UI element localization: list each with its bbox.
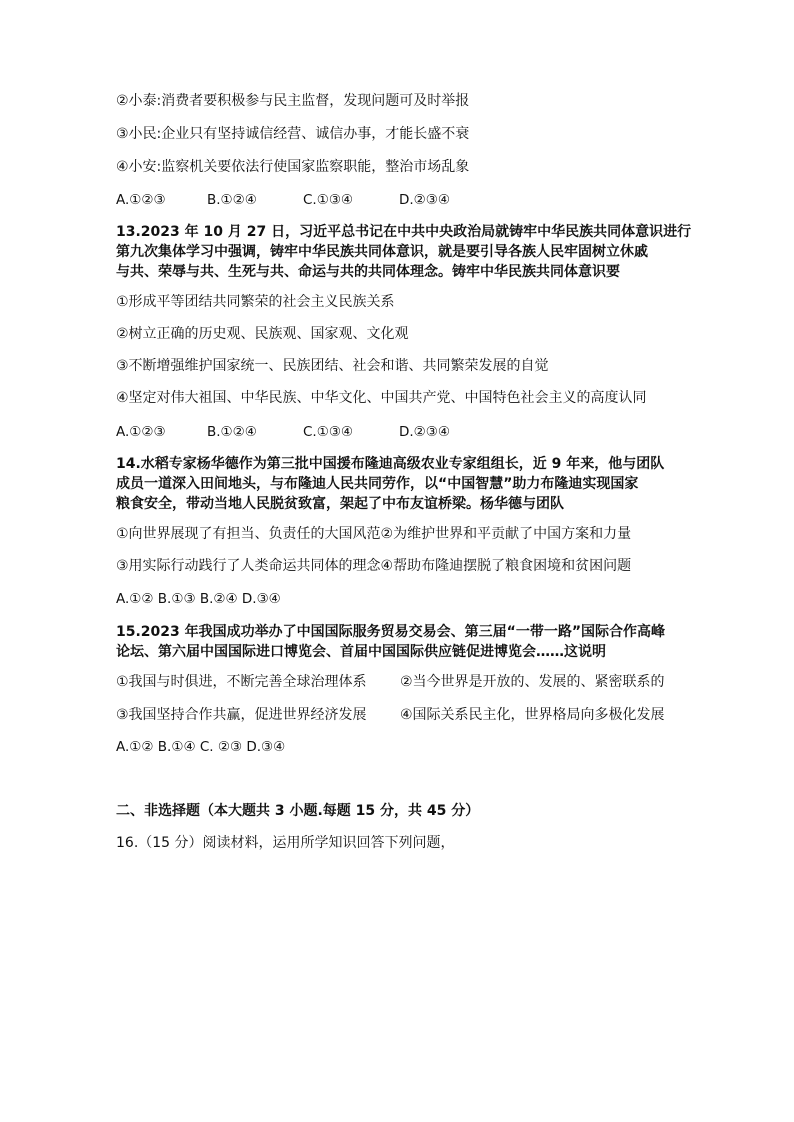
q14-stem-line-3: 粮食安全，带动当地人民脱贫致富，架起了中布友谊桥梁。杨华德与团队: [116, 496, 564, 512]
q13-option-b: B.①②④: [207, 424, 257, 440]
q15-items-row-2: [116, 705, 665, 725]
q15-item-2: ②当今世界是开放的、发展的、紧密联系的: [400, 674, 665, 690]
q13-option-c: C.①③④: [303, 424, 354, 440]
q12-option-b: B.①②④: [207, 192, 257, 208]
q14-items-line-2: ③用实际行动践行了人类命运共同体的理念④帮助布隆迪摆脱了粮食困境和贫困问题: [116, 558, 632, 574]
q12-option-a: A.①②③: [116, 192, 166, 208]
q15-items-row-1: [116, 672, 665, 692]
q15-item-3: ③我国坚持合作共赢，促进世界经济发展: [116, 707, 367, 723]
q13-item-4: ④坚定对伟大祖国、中华民族、中华文化、中国共产党、中国特色社会主义的高度认同: [116, 390, 647, 406]
q15-item-1: ①我国与时俱进，不断完善全球治理体系: [116, 674, 367, 690]
q15-stem-line-1: 15.2023 年我国成功举办了中国国际服务贸易交易会、第三届“一带一路”国际合作高峰: [116, 624, 666, 640]
q15-options: A.①② B.①④ C. ②③ D.③④: [116, 739, 286, 755]
section-heading: 二、非选择题（本大题共 3 小题.每题 15 分，共 45 分）: [116, 803, 480, 819]
q13-stem-line-3: 与共、荣辱与共、生死与共、命运与共的共同体理念。铸牢中华民族共同体意识要: [116, 264, 620, 280]
q12-item-3: ③小民:企业只有坚持诚信经营、诚信办事，才能长盛不衰: [116, 126, 470, 142]
q14-items-line-1: ①向世界展现了有担当、负责任的大国风范②为维护世界和平贡献了中国方案和力量: [116, 526, 632, 542]
q13-stem-line-1: 13.2023 年 10 月 27 日，习近平总书记在中共中央政治局就铸牢中华民族共同体意识进行: [116, 224, 692, 240]
q12-option-d: D.②③④: [399, 192, 450, 208]
q14-stem-line-1: 14.水稻专家杨华德作为第三批中国援布隆迪高级农业专家组组长，近 9 年来，他与团队: [116, 456, 665, 472]
q13-stem-line-2: 第九次集体学习中强调，铸牢中华民族共同体意识，就是要引导各族人民牢固树立休戚: [116, 244, 648, 260]
q16-prompt: 16.（15 分）阅读材料，运用所学知识回答下列问题，: [116, 835, 455, 851]
q13-option-d: D.②③④: [399, 424, 450, 440]
q12-item-2: ②小泰:消费者要积极参与民主监督，发现问题可及时举报: [116, 93, 470, 109]
q14-options: A.①② B.①③ B.②④ D.③④: [116, 591, 281, 607]
q13-option-a: A.①②③: [116, 424, 166, 440]
q13-item-3: ③不断增强维护国家统一、民族团结、社会和谐、共同繁荣发展的自觉: [116, 358, 549, 374]
q12-item-4: ④小安:监察机关要依法行使国家监察职能，整治市场乱象: [116, 159, 470, 175]
q14-stem-line-2: 成员一道深入田间地头，与布隆迪人民共同劳作，以“中国智慧”助力布隆迪实现国家: [116, 476, 639, 492]
q13-item-2: ②树立正确的历史观、民族观、国家观、文化观: [116, 326, 409, 342]
q13-item-1: ①形成平等团结共同繁荣的社会主义民族关系: [116, 294, 395, 310]
q15-stem-line-2: 论坛、第六届中国国际进口博览会、首届中国国际供应链促进博览会……这说明: [116, 644, 606, 660]
q15-item-4: ④国际关系民主化，世界格局向多极化发展: [400, 707, 665, 723]
q12-option-c: C.①③④: [303, 192, 354, 208]
